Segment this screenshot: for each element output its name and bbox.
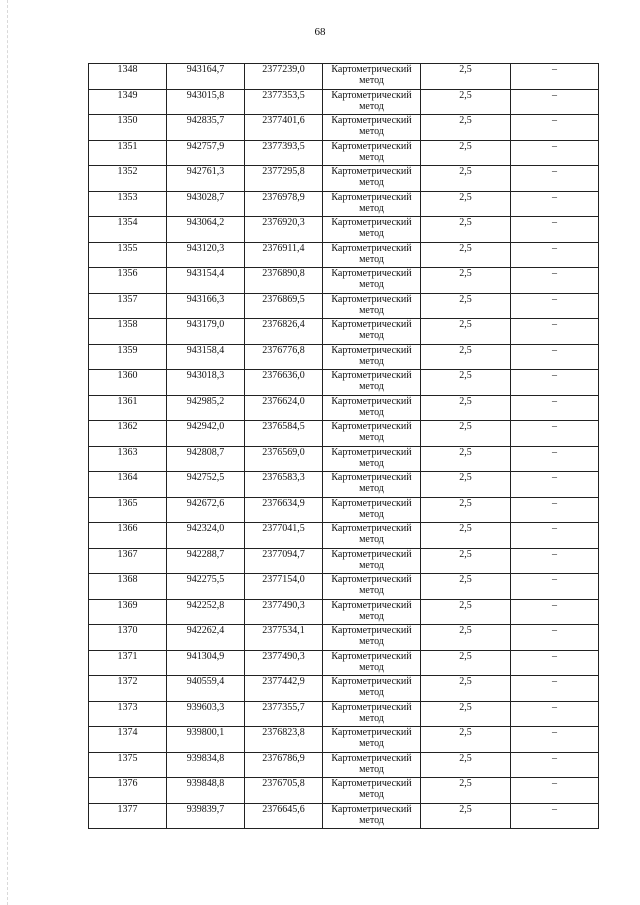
method-cell: Картометрический метод (323, 446, 421, 472)
dash-cell: – (511, 446, 599, 472)
dash-cell: – (511, 370, 599, 396)
table-row (89, 599, 599, 625)
x-coordinate-cell: 943028,7 (167, 191, 245, 217)
x-coordinate-cell: 942761,3 (167, 166, 245, 192)
method-cell: Картометрический метод (323, 217, 421, 243)
x-coordinate-cell: 942757,9 (167, 140, 245, 166)
accuracy-cell: 2,5 (421, 625, 511, 651)
table-row (89, 140, 599, 166)
table-row (89, 370, 599, 396)
y-coordinate-cell: 2376584,5 (245, 421, 323, 447)
accuracy-cell: 2,5 (421, 395, 511, 421)
table-row (89, 217, 599, 243)
table-row (89, 574, 599, 600)
dash-cell: – (511, 727, 599, 753)
dash-cell: – (511, 676, 599, 702)
dash-cell: – (511, 778, 599, 804)
y-coordinate-cell: 2376826,4 (245, 319, 323, 345)
point-number-cell: 1370 (89, 625, 167, 651)
y-coordinate-cell: 2377355,7 (245, 701, 323, 727)
x-coordinate-cell: 943064,2 (167, 217, 245, 243)
point-number-cell: 1365 (89, 497, 167, 523)
point-number-cell: 1375 (89, 752, 167, 778)
method-cell: Картометрический метод (323, 472, 421, 498)
table-row (89, 676, 599, 702)
dash-cell: – (511, 64, 599, 90)
x-coordinate-cell: 939800,1 (167, 727, 245, 753)
table-row (89, 166, 599, 192)
table-row (89, 548, 599, 574)
table-row (89, 803, 599, 829)
point-number-cell: 1361 (89, 395, 167, 421)
accuracy-cell: 2,5 (421, 115, 511, 141)
accuracy-cell: 2,5 (421, 319, 511, 345)
point-number-cell: 1350 (89, 115, 167, 141)
accuracy-cell: 2,5 (421, 89, 511, 115)
page-number: 68 (314, 26, 326, 38)
table-row (89, 523, 599, 549)
method-cell: Картометрический метод (323, 89, 421, 115)
dash-cell: – (511, 497, 599, 523)
point-number-cell: 1355 (89, 242, 167, 268)
dash-cell: – (511, 268, 599, 294)
dash-cell: – (511, 548, 599, 574)
method-cell: Картометрический метод (323, 497, 421, 523)
y-coordinate-cell: 2377154,0 (245, 574, 323, 600)
y-coordinate-cell: 2376786,9 (245, 752, 323, 778)
dash-cell: – (511, 115, 599, 141)
method-cell: Картометрический метод (323, 727, 421, 753)
dash-cell: – (511, 166, 599, 192)
point-number-cell: 1356 (89, 268, 167, 294)
dash-cell: – (511, 191, 599, 217)
y-coordinate-cell: 2376624,0 (245, 395, 323, 421)
y-coordinate-cell: 2377442,9 (245, 676, 323, 702)
accuracy-cell: 2,5 (421, 242, 511, 268)
dash-cell: – (511, 752, 599, 778)
method-cell: Картометрический метод (323, 319, 421, 345)
dash-cell: – (511, 574, 599, 600)
table-row (89, 446, 599, 472)
table-row (89, 497, 599, 523)
dash-cell: – (511, 293, 599, 319)
y-coordinate-cell: 2376583,3 (245, 472, 323, 498)
x-coordinate-cell: 942752,5 (167, 472, 245, 498)
accuracy-cell: 2,5 (421, 676, 511, 702)
dash-cell: – (511, 472, 599, 498)
x-coordinate-cell: 942835,7 (167, 115, 245, 141)
point-number-cell: 1362 (89, 421, 167, 447)
point-number-cell: 1349 (89, 89, 167, 115)
point-number-cell: 1360 (89, 370, 167, 396)
dash-cell: – (511, 523, 599, 549)
x-coordinate-cell: 942275,5 (167, 574, 245, 600)
y-coordinate-cell: 2376636,0 (245, 370, 323, 396)
accuracy-cell: 2,5 (421, 650, 511, 676)
y-coordinate-cell: 2377041,5 (245, 523, 323, 549)
y-coordinate-cell: 2376569,0 (245, 446, 323, 472)
table-row (89, 242, 599, 268)
dash-cell: – (511, 803, 599, 829)
method-cell: Картометрический метод (323, 166, 421, 192)
x-coordinate-cell: 942288,7 (167, 548, 245, 574)
point-number-cell: 1358 (89, 319, 167, 345)
y-coordinate-cell: 2377094,7 (245, 548, 323, 574)
y-coordinate-cell: 2377490,3 (245, 650, 323, 676)
method-cell: Картометрический метод (323, 650, 421, 676)
scan-edge-line (7, 0, 8, 905)
x-coordinate-cell: 939603,3 (167, 701, 245, 727)
method-cell: Картометрический метод (323, 701, 421, 727)
accuracy-cell: 2,5 (421, 778, 511, 804)
point-number-cell: 1372 (89, 676, 167, 702)
method-cell: Картометрический метод (323, 115, 421, 141)
y-coordinate-cell: 2376705,8 (245, 778, 323, 804)
accuracy-cell: 2,5 (421, 599, 511, 625)
method-cell: Картометрический метод (323, 574, 421, 600)
dash-cell: – (511, 701, 599, 727)
dash-cell: – (511, 89, 599, 115)
dash-cell: – (511, 625, 599, 651)
x-coordinate-cell: 941304,9 (167, 650, 245, 676)
accuracy-cell: 2,5 (421, 523, 511, 549)
x-coordinate-cell: 942324,0 (167, 523, 245, 549)
method-cell: Картометрический метод (323, 676, 421, 702)
accuracy-cell: 2,5 (421, 166, 511, 192)
x-coordinate-cell: 942262,4 (167, 625, 245, 651)
table-row (89, 191, 599, 217)
point-number-cell: 1373 (89, 701, 167, 727)
y-coordinate-cell: 2377353,5 (245, 89, 323, 115)
x-coordinate-cell: 943018,3 (167, 370, 245, 396)
method-cell: Картометрический метод (323, 625, 421, 651)
method-cell: Картометрический метод (323, 140, 421, 166)
table-row (89, 701, 599, 727)
table-row (89, 89, 599, 115)
table-row (89, 293, 599, 319)
accuracy-cell: 2,5 (421, 64, 511, 90)
dash-cell: – (511, 599, 599, 625)
y-coordinate-cell: 2376869,5 (245, 293, 323, 319)
accuracy-cell: 2,5 (421, 497, 511, 523)
dash-cell: – (511, 140, 599, 166)
accuracy-cell: 2,5 (421, 268, 511, 294)
x-coordinate-cell: 943158,4 (167, 344, 245, 370)
table-row (89, 472, 599, 498)
accuracy-cell: 2,5 (421, 446, 511, 472)
x-coordinate-cell: 942808,7 (167, 446, 245, 472)
point-number-cell: 1366 (89, 523, 167, 549)
point-number-cell: 1352 (89, 166, 167, 192)
accuracy-cell: 2,5 (421, 191, 511, 217)
method-cell: Картометрический метод (323, 803, 421, 829)
table-row (89, 319, 599, 345)
x-coordinate-cell: 939848,8 (167, 778, 245, 804)
accuracy-cell: 2,5 (421, 293, 511, 319)
method-cell: Картометрический метод (323, 344, 421, 370)
accuracy-cell: 2,5 (421, 727, 511, 753)
method-cell: Картометрический метод (323, 293, 421, 319)
accuracy-cell: 2,5 (421, 752, 511, 778)
accuracy-cell: 2,5 (421, 701, 511, 727)
y-coordinate-cell: 2376890,8 (245, 268, 323, 294)
table-row (89, 344, 599, 370)
table-row (89, 64, 599, 90)
point-number-cell: 1359 (89, 344, 167, 370)
point-number-cell: 1364 (89, 472, 167, 498)
accuracy-cell: 2,5 (421, 472, 511, 498)
accuracy-cell: 2,5 (421, 370, 511, 396)
table-row (89, 268, 599, 294)
x-coordinate-cell: 939839,7 (167, 803, 245, 829)
method-cell: Картометрический метод (323, 599, 421, 625)
x-coordinate-cell: 942985,2 (167, 395, 245, 421)
coordinates-table-body (89, 64, 599, 829)
accuracy-cell: 2,5 (421, 217, 511, 243)
x-coordinate-cell: 943120,3 (167, 242, 245, 268)
y-coordinate-cell: 2377490,3 (245, 599, 323, 625)
point-number-cell: 1354 (89, 217, 167, 243)
table-row (89, 752, 599, 778)
method-cell: Картометрический метод (323, 752, 421, 778)
accuracy-cell: 2,5 (421, 421, 511, 447)
y-coordinate-cell: 2376645,6 (245, 803, 323, 829)
dash-cell: – (511, 344, 599, 370)
accuracy-cell: 2,5 (421, 574, 511, 600)
y-coordinate-cell: 2376911,4 (245, 242, 323, 268)
point-number-cell: 1363 (89, 446, 167, 472)
x-coordinate-cell: 943015,8 (167, 89, 245, 115)
table-row (89, 625, 599, 651)
dash-cell: – (511, 319, 599, 345)
y-coordinate-cell: 2376776,8 (245, 344, 323, 370)
dash-cell: – (511, 421, 599, 447)
y-coordinate-cell: 2376634,9 (245, 497, 323, 523)
point-number-cell: 1353 (89, 191, 167, 217)
x-coordinate-cell: 942942,0 (167, 421, 245, 447)
method-cell: Картометрический метод (323, 268, 421, 294)
y-coordinate-cell: 2377295,8 (245, 166, 323, 192)
x-coordinate-cell: 942252,8 (167, 599, 245, 625)
point-number-cell: 1368 (89, 574, 167, 600)
table-row (89, 421, 599, 447)
method-cell: Картометрический метод (323, 778, 421, 804)
accuracy-cell: 2,5 (421, 548, 511, 574)
y-coordinate-cell: 2377393,5 (245, 140, 323, 166)
x-coordinate-cell: 943164,7 (167, 64, 245, 90)
point-number-cell: 1371 (89, 650, 167, 676)
dash-cell: – (511, 242, 599, 268)
table-row (89, 115, 599, 141)
table-row (89, 778, 599, 804)
method-cell: Картометрический метод (323, 370, 421, 396)
table-row (89, 650, 599, 676)
method-cell: Картометрический метод (323, 242, 421, 268)
method-cell: Картометрический метод (323, 421, 421, 447)
dash-cell: – (511, 395, 599, 421)
point-number-cell: 1369 (89, 599, 167, 625)
y-coordinate-cell: 2377239,0 (245, 64, 323, 90)
method-cell: Картометрический метод (323, 523, 421, 549)
point-number-cell: 1367 (89, 548, 167, 574)
method-cell: Картометрический метод (323, 64, 421, 90)
y-coordinate-cell: 2376978,9 (245, 191, 323, 217)
y-coordinate-cell: 2377534,1 (245, 625, 323, 651)
point-number-cell: 1376 (89, 778, 167, 804)
dash-cell: – (511, 217, 599, 243)
x-coordinate-cell: 943154,4 (167, 268, 245, 294)
accuracy-cell: 2,5 (421, 803, 511, 829)
coordinates-table (88, 63, 599, 829)
y-coordinate-cell: 2376823,8 (245, 727, 323, 753)
table-row (89, 727, 599, 753)
y-coordinate-cell: 2376920,3 (245, 217, 323, 243)
x-coordinate-cell: 940559,4 (167, 676, 245, 702)
x-coordinate-cell: 943166,3 (167, 293, 245, 319)
point-number-cell: 1351 (89, 140, 167, 166)
point-number-cell: 1348 (89, 64, 167, 90)
method-cell: Картометрический метод (323, 191, 421, 217)
point-number-cell: 1357 (89, 293, 167, 319)
accuracy-cell: 2,5 (421, 140, 511, 166)
x-coordinate-cell: 939834,8 (167, 752, 245, 778)
x-coordinate-cell: 942672,6 (167, 497, 245, 523)
table-row (89, 395, 599, 421)
point-number-cell: 1377 (89, 803, 167, 829)
dash-cell: – (511, 650, 599, 676)
y-coordinate-cell: 2377401,6 (245, 115, 323, 141)
method-cell: Картометрический метод (323, 395, 421, 421)
point-number-cell: 1374 (89, 727, 167, 753)
accuracy-cell: 2,5 (421, 344, 511, 370)
x-coordinate-cell: 943179,0 (167, 319, 245, 345)
method-cell: Картометрический метод (323, 548, 421, 574)
